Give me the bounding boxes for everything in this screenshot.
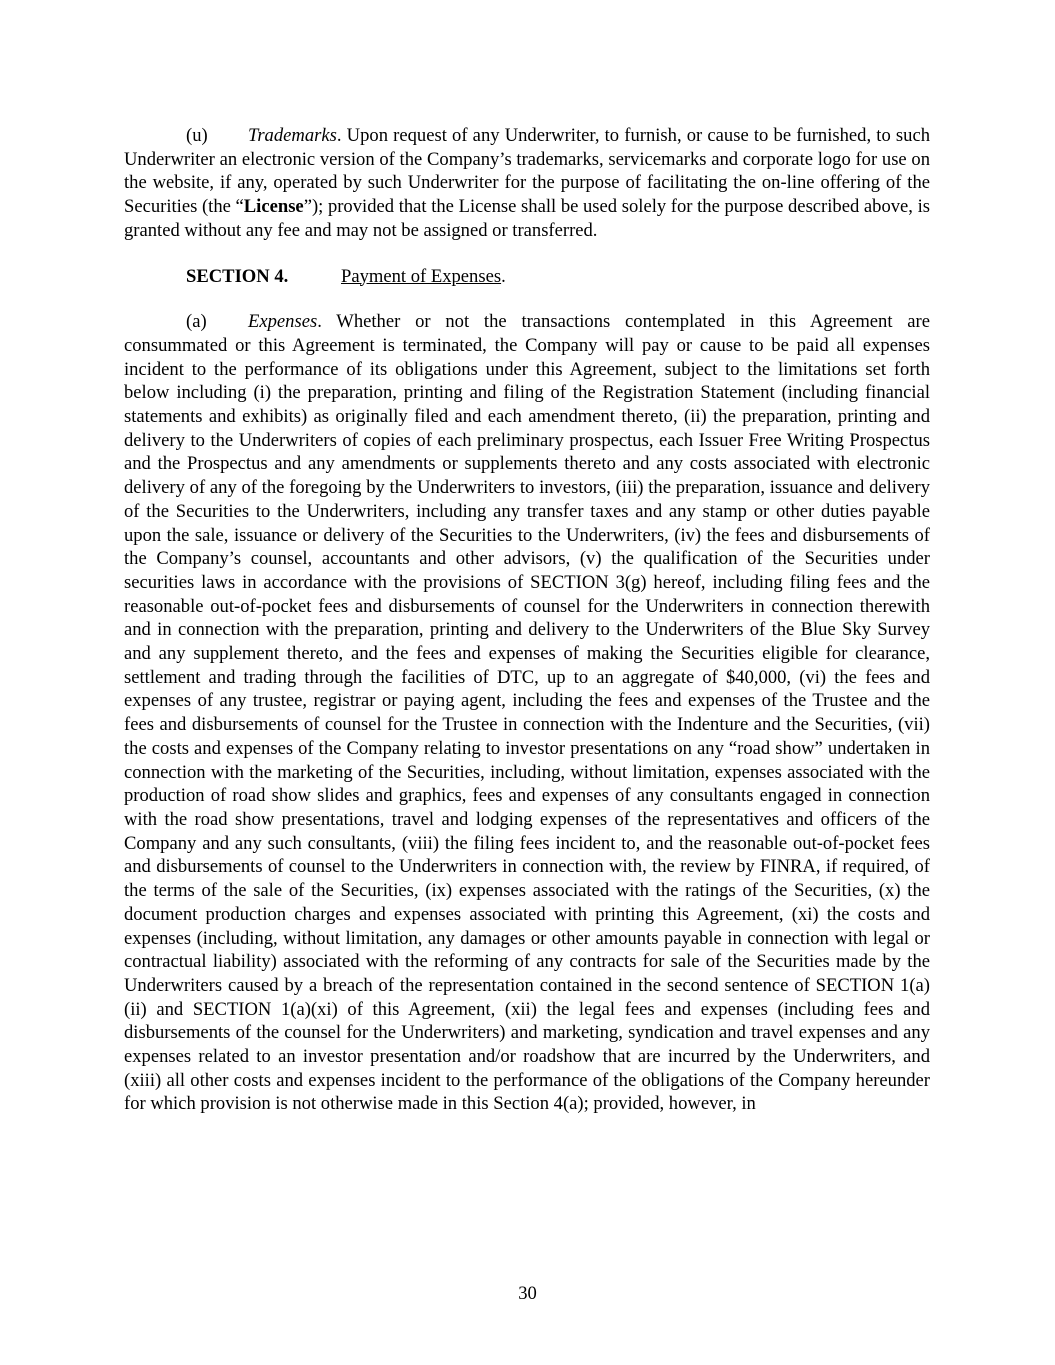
paragraph-u-heading: Trademarks xyxy=(248,125,337,146)
section-number: SECTION 4. xyxy=(186,265,289,287)
paragraph-u xyxy=(124,124,930,243)
section-heading xyxy=(186,265,930,289)
paragraph-u-text-1: . Upon request of any Underwriter, to furnish, or cause to be furnished, to such Underwriter an electronic version of the Company’s trademarks, servicemarks and corporate logo for use on the website, if any, operated by such Underwriter for the purpose of facilitating the on-line offering of the Securities (the “ xyxy=(124,125,930,218)
section-title: Payment of Expenses xyxy=(341,265,502,287)
paragraph-u-text-2: ”); provided that the License shall be used solely for the purpose described above, is granted without any fee and may not be assigned or transferred. xyxy=(124,196,931,241)
document-page xyxy=(124,124,930,1116)
paragraph-u-marker: (u) xyxy=(186,125,208,146)
paragraph-a xyxy=(124,310,930,1116)
section-title-suffix: . xyxy=(501,265,506,287)
paragraph-a-marker: (a) xyxy=(186,311,207,333)
paragraph-a-text: . Whether or not the transactions contemplated in this Agreement are consummated or this Agreement is terminated, the Company will pay or cause to be paid all expenses incident to the performance of its obligations under this Agreement, subject to the limitations set forth below including (i) the preparation, printing and filing of the Registration Statement (including financial statements and exhibits) as originally filed and each amendment thereto, (ii) the preparation, printing and delivery to the Underwriters of copies of each preliminary prospectus, each Issuer Free Writing Prospectus and the Prospectus and any amendments or supplements thereto and any costs associated with electronic delivery of any of the foregoing by the Underwriters to investors, (iii) the preparation, issuance and delivery of the Securities to the Underwriters, including any transfer taxes and any stamp or other duties payable upon the sale, issuance or delivery of the Securities to the Underwriters, (iv) the fees and disbursements of the Company’s counsel, accountants and other advisors, (v) the qualification of the Securities under securities laws in accordance with the provisions of SECTION 3(g) hereof, including filing fees and the reasonable out-of-pocket fees and disbursements of counsel for the Underwriters in connection therewith and in connection with the preparation, printing and delivery to the Underwriters of the Blue Sky Survey and any supplement thereto, and the fees and expenses of making the Securities eligible for clearance, settlement and trading through the facilities of DTC, up to an aggregate of $40,000, (vi) the fees and expenses of any trustee, registrar or paying agent, including the fees and expenses of the Trustee and the fees and disbursements of counsel for the Trustee in connection with the Indenture and the Securities, (vii) the costs and expenses of the Company relating to investor presentations on any “road show” undertaken in connection with the marketing of the Securities, including, without limitation, expenses associated with the production of road show slides and graphics, fees and expenses of any consultants engaged in connection with the road show presentations, travel and lodging expenses of the representatives and officers of the Company and any such consultants, (viii) the filing fees incident to, and the reasonable out-of-pocket fees and disbursements of counsel to the Underwriters in connection with, the review by FINRA, if required, of the terms of the sale of the Securities, (ix) expenses associated with the ratings of the Securities, (x) the document production charges and expenses associated with printing this Agreement, (xi) the costs and expenses (including, without limitation, any damages or other amounts payable in connection with legal or contractual liability) associated with the reforming of any contracts for sale of the Securities made by the Underwriters caused by a breach of the representation contained in the second sentence of SECTION 1(a)(ii) and SECTION 1(a)(xi) of this Agreement, (xii) the legal fees and expenses (including fees and disbursements of the counsel for the Underwriters) and marketing, syndication and travel expenses and any expenses related to an investor presentation and/or roadshow that are incurred by the Underwriters, and (xiii) all other costs and expenses incident to the performance of the obligations of the Company hereunder for which provision is not otherwise made in this Section 4(a); provided, however, in xyxy=(124,311,930,1115)
page-number: 30 xyxy=(518,1283,537,1304)
paragraph-a-heading: Expenses xyxy=(248,311,318,333)
paragraph-u-defined-term: License xyxy=(243,196,304,218)
